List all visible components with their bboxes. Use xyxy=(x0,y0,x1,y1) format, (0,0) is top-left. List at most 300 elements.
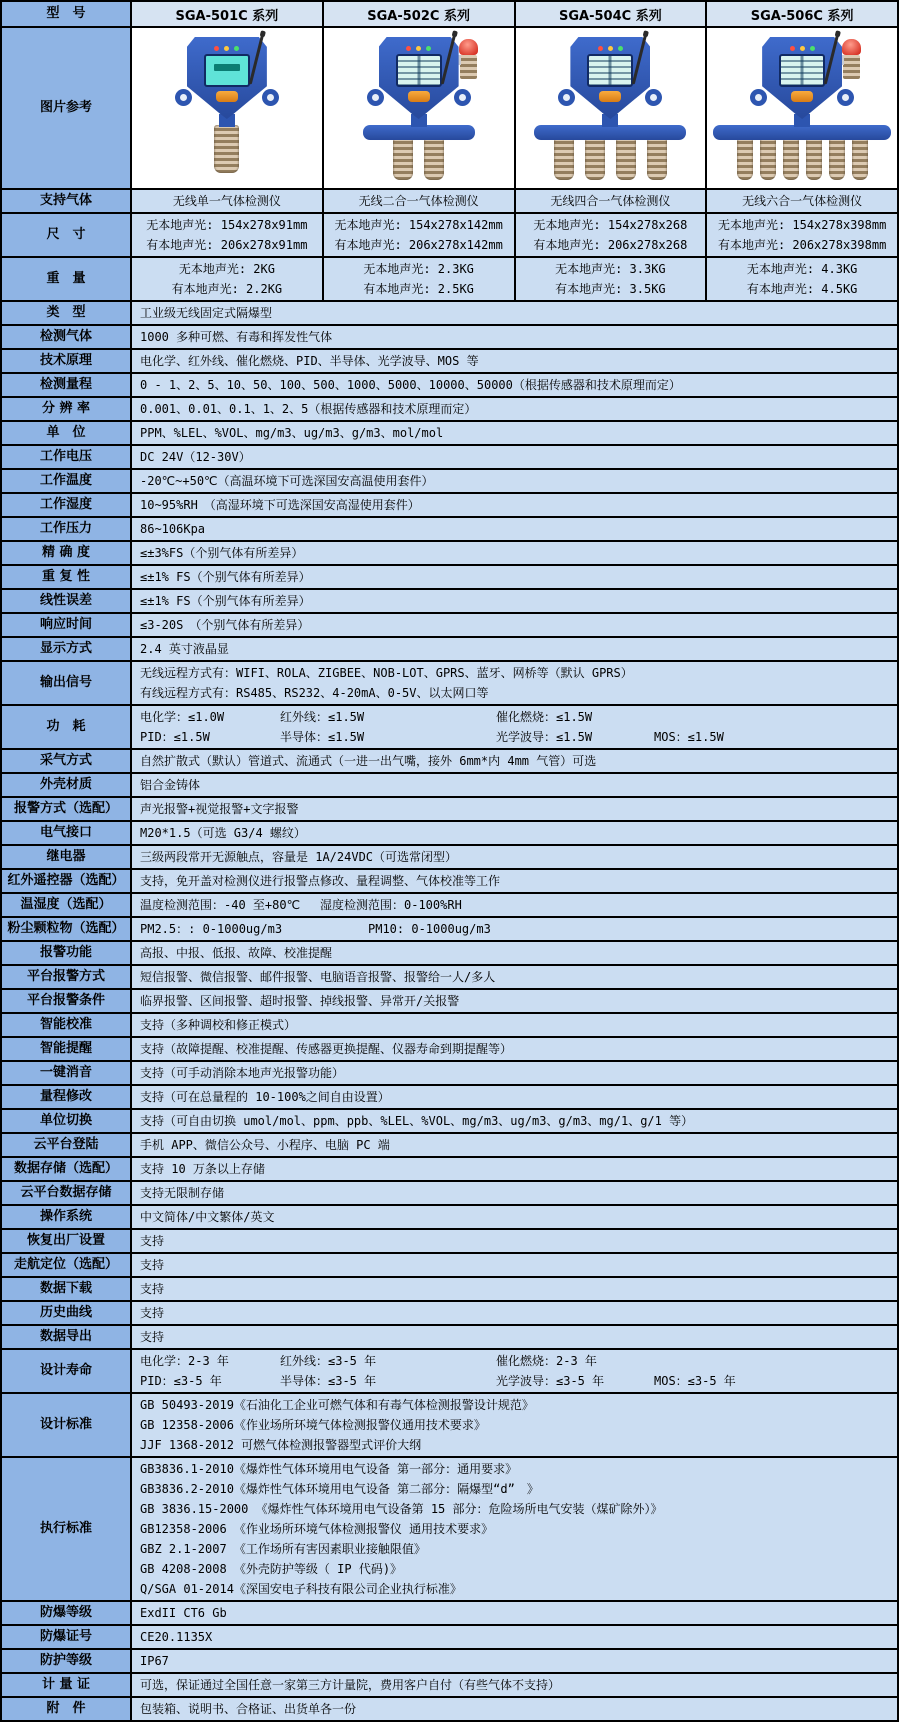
mounting-ear xyxy=(262,89,279,106)
row-label-exproof-grade: 防爆等级 xyxy=(2,1602,132,1624)
image-cell-image-reference-3 xyxy=(707,28,897,188)
row-label-work-humidity: 工作湿度 xyxy=(2,494,132,516)
value-work-pressure xyxy=(132,518,897,540)
row-label-protection-grade: 防护等级 xyxy=(2,1650,132,1672)
value-line: ≤3-20S （个别气体有所差异） xyxy=(140,618,310,632)
cell-line: 有本地声光: 2.2KG xyxy=(171,282,283,296)
row-work-pressure xyxy=(2,518,897,542)
alarm-beacon-icon xyxy=(842,39,861,79)
value-accuracy xyxy=(132,542,897,564)
sensor-cylinder-icon xyxy=(783,138,799,180)
display-screen xyxy=(204,54,250,87)
value-line: GB 50493-2019《石油化工企业可燃气体和有毒气体检测报警设计规范》 xyxy=(140,1398,534,1412)
display-screen xyxy=(587,54,633,87)
row-work-voltage xyxy=(2,446,897,470)
value-segment: 光学波导：≤3-5 年 xyxy=(496,1374,605,1388)
value-exec-standard xyxy=(132,1458,897,1600)
value-segment: PM10: 0-1000ug/m3 xyxy=(368,922,491,936)
value-design-life xyxy=(132,1350,897,1392)
led-g xyxy=(426,46,431,51)
row-label-smart-reminder: 智能提醒 xyxy=(2,1038,132,1060)
cell-line: 无本地声光: 154x278x142mm xyxy=(334,218,503,232)
row-label-history-curve: 历史曲线 xyxy=(2,1302,132,1324)
row-label-detect-range: 检测量程 xyxy=(2,374,132,396)
value-line: 可选，保证通过全国任意一家第三方计量院，费用客户自付（有些气体不支持） xyxy=(140,1678,561,1692)
row-power-consumption xyxy=(2,706,897,750)
value-housing-material xyxy=(132,774,897,796)
value-line: 自然扩散式（默认）管道式、流通式（一进一出气嘴，接外 6mm*内 4mm 气管）可选 xyxy=(140,754,597,768)
row-label-ir-remote: 红外遥控器（选配） xyxy=(2,870,132,892)
row-label-image-reference: 图片参考 xyxy=(2,28,132,188)
value-resolution xyxy=(132,398,897,420)
value-segment: 催化燃烧：≤1.5W xyxy=(496,710,593,724)
row-label-accessories: 附 件 xyxy=(2,1698,132,1720)
value-line: 支持（可手动消除本地声光报警功能） xyxy=(140,1066,345,1080)
row-label-housing-material: 外壳材质 xyxy=(2,774,132,796)
cell-line: 无线六合一气体检测仪 xyxy=(742,194,863,208)
sensor-group xyxy=(393,138,444,180)
value-line: JJF 1368-2012 可燃气体检测报警器型式评价大纲 xyxy=(140,1438,422,1452)
row-model-header xyxy=(2,2,897,28)
value-cloud-data-storage xyxy=(132,1182,897,1204)
sensor-cylinder-icon xyxy=(647,138,667,180)
value-line: 0 - 1、2、5、10、50、100、500、1000、5000、10000、50000（根据传感器和技术原理而定） xyxy=(140,378,681,392)
value-history-curve xyxy=(132,1302,897,1324)
row-label-display-mode: 显示方式 xyxy=(2,638,132,660)
cell-weight-1 xyxy=(324,258,516,300)
mounting-ear xyxy=(750,89,767,106)
value-line: 0.001、0.01、0.1、1、2、5（根据传感器和技术原理而定） xyxy=(140,402,477,416)
value-line: 支持 xyxy=(140,1282,165,1296)
sensor-manifold xyxy=(713,125,891,140)
value-repeatability xyxy=(132,566,897,588)
value-line xyxy=(140,895,889,915)
value-line: GB 12358-2006《作业场所环境气体检测报警仪通用技术要求》 xyxy=(140,1418,486,1432)
value-line: 高报、中报、低报、故障、校准提醒 xyxy=(140,946,333,960)
value-data-storage-opt xyxy=(132,1158,897,1180)
value-protection-grade xyxy=(132,1650,897,1672)
value-design-standard xyxy=(132,1394,897,1456)
value-line: 临界报警、区间报警、超时报警、掉线报警、异常开/关报警 xyxy=(140,994,460,1008)
value-exproof-grade xyxy=(132,1602,897,1624)
cell-weight-2 xyxy=(516,258,708,300)
row-nav-location-opt xyxy=(2,1254,897,1278)
value-output-signal xyxy=(132,662,897,704)
row-output-signal xyxy=(2,662,897,706)
detector-head xyxy=(379,37,459,119)
value-line: 包装箱、说明书、合格证、出货单各一份 xyxy=(140,1702,357,1716)
row-label-response-time: 响应时间 xyxy=(2,614,132,636)
row-work-temp xyxy=(2,470,897,494)
row-label-nav-location-opt: 走航定位（选配） xyxy=(2,1254,132,1276)
row-dust-particle-opt xyxy=(2,918,897,942)
columns-supported-gas xyxy=(132,190,897,212)
value-line: ≤±3%FS（个别气体有所差异） xyxy=(140,546,304,560)
value-segment: 湿度检测范围：0-100%RH xyxy=(320,898,462,912)
row-image-reference xyxy=(2,28,897,190)
cell-line: 无本地声光: 154x278x91mm xyxy=(146,218,308,232)
value-line xyxy=(140,919,889,939)
led-g xyxy=(810,46,815,51)
mounting-ear xyxy=(175,89,192,106)
value-line: -20℃~+50℃（高温环境下可选深国安高温使用套件） xyxy=(140,474,434,488)
cell-line: 无本地声光: 154x278x268 xyxy=(533,218,688,232)
row-label-design-life: 设计寿命 xyxy=(2,1350,132,1392)
cell-supported-gas-3 xyxy=(707,190,897,212)
row-design-life xyxy=(2,1350,897,1394)
row-unit xyxy=(2,422,897,446)
device-button xyxy=(599,91,621,102)
value-relay xyxy=(132,846,897,868)
value-work-temp xyxy=(132,470,897,492)
row-tech-principle xyxy=(2,350,897,374)
led-y xyxy=(800,46,805,51)
value-line: PPM、%LEL、%VOL、mg/m3、ug/m3、g/m3、mol/mol xyxy=(140,426,444,440)
cell-line: 有本地声光: 206x278x91mm xyxy=(146,238,308,252)
row-label-resolution: 分 辨 率 xyxy=(2,398,132,420)
mounting-ear xyxy=(558,89,575,106)
row-label-exec-standard: 执行标准 xyxy=(2,1458,132,1600)
row-alarm-functions xyxy=(2,942,897,966)
image-cell-image-reference-0 xyxy=(132,28,324,188)
alarm-beacon-icon xyxy=(459,39,478,79)
status-leds-icon xyxy=(598,46,623,51)
led-y xyxy=(608,46,613,51)
value-nav-location-opt xyxy=(132,1254,897,1276)
value-smart-reminder xyxy=(132,1038,897,1060)
value-line: ExdII CT6 Gb xyxy=(140,1606,227,1620)
image-cell-image-reference-2 xyxy=(516,28,708,188)
value-unit xyxy=(132,422,897,444)
row-label-os: 操作系统 xyxy=(2,1206,132,1228)
value-work-humidity xyxy=(132,494,897,516)
value-line xyxy=(140,727,889,747)
sensor-cylinder-icon xyxy=(616,138,636,180)
row-protection-grade xyxy=(2,1650,897,1674)
row-os xyxy=(2,1206,897,1230)
row-accuracy xyxy=(2,542,897,566)
beacon-dome xyxy=(459,39,478,55)
row-exec-standard xyxy=(2,1458,897,1602)
detector-head xyxy=(570,37,650,119)
beacon-dome xyxy=(842,39,861,55)
value-line: Q/SGA 01-2014《深国安电子科技有限公司企业执行标准》 xyxy=(140,1582,462,1596)
value-ir-remote xyxy=(132,870,897,892)
cell-line: 有本地声光: 206x278x268 xyxy=(533,238,688,252)
value-line: 支持（多种调校和修正模式） xyxy=(140,1018,297,1032)
cell-line: 无本地声光: 4.3KG xyxy=(746,262,858,276)
value-response-time xyxy=(132,614,897,636)
row-label-type: 类 型 xyxy=(2,302,132,324)
row-label-supported-gas: 支持气体 xyxy=(2,190,132,212)
value-segment: MOS：≤1.5W xyxy=(654,730,724,744)
led-g xyxy=(618,46,623,51)
row-label-alarm-mode: 报警方式（选配） xyxy=(2,798,132,820)
sensor-group xyxy=(554,138,667,180)
led-y xyxy=(224,46,229,51)
value-alarm-mode xyxy=(132,798,897,820)
row-label-data-storage-opt: 数据存储（选配） xyxy=(2,1158,132,1180)
value-line: GB 4208-2008 《外壳防护等级（ IP 代码)》 xyxy=(140,1562,403,1576)
value-line: 支持 xyxy=(140,1330,165,1344)
columns-weight xyxy=(132,258,897,300)
value-segment: 半导体：≤1.5W xyxy=(280,730,365,744)
cell-supported-gas-0 xyxy=(132,190,324,212)
row-label-sampling-mode: 采气方式 xyxy=(2,750,132,772)
row-label-data-export: 数据导出 xyxy=(2,1326,132,1348)
value-line xyxy=(140,707,889,727)
row-label-output-signal: 输出信号 xyxy=(2,662,132,704)
row-label-work-pressure: 工作压力 xyxy=(2,518,132,540)
sensor-cylinder-icon xyxy=(852,138,868,180)
row-label-unit: 单 位 xyxy=(2,422,132,444)
sensor-cylinder-icon xyxy=(585,138,605,180)
sensor-cylinder-icon xyxy=(829,138,845,180)
columns-image-reference xyxy=(132,28,897,188)
sensor-cylinder-icon xyxy=(393,138,413,180)
display-screen xyxy=(396,54,442,87)
row-unit-switch xyxy=(2,1110,897,1134)
row-response-time xyxy=(2,614,897,638)
value-linearity-error xyxy=(132,590,897,612)
row-label-smart-calibration: 智能校准 xyxy=(2,1014,132,1036)
row-housing-material xyxy=(2,774,897,798)
beacon-base xyxy=(843,55,860,79)
row-resolution xyxy=(2,398,897,422)
status-leds-icon xyxy=(790,46,815,51)
value-dust-particle-opt xyxy=(132,918,897,940)
mounting-ear xyxy=(837,89,854,106)
row-history-curve xyxy=(2,1302,897,1326)
value-line: GB 3836.15-2000 《爆炸性气体环境用电气设备第 15 部分：危险场所电气安装（煤矿除外）》 xyxy=(140,1502,663,1516)
sensor-manifold xyxy=(363,125,475,140)
value-line: 短信报警、微信报警、邮件报警、电脑语音报警、报警给一人/多人 xyxy=(140,970,496,984)
value-line: 支持无限制存储 xyxy=(140,1186,225,1200)
status-leds-icon xyxy=(214,46,239,51)
value-electrical-port xyxy=(132,822,897,844)
value-line: 10~95%RH （高湿环境下可选深国安高湿使用套件） xyxy=(140,498,420,512)
value-line: 支持 xyxy=(140,1234,165,1248)
value-line: 支持 xyxy=(140,1306,165,1320)
value-smart-calibration xyxy=(132,1014,897,1036)
detector-head xyxy=(762,37,842,119)
value-one-key-mute xyxy=(132,1062,897,1084)
value-line xyxy=(140,1351,889,1371)
row-detected-gas xyxy=(2,326,897,350)
value-line: 支持（故障提醒、校准提醒、传感器更换提醒、仪器寿命到期提醒等） xyxy=(140,1042,513,1056)
cell-line: 有本地声光: 206x278x142mm xyxy=(334,238,503,252)
cell-weight-3 xyxy=(707,258,897,300)
cell-model-header-0: SGA-501C 系列 xyxy=(132,2,324,26)
value-detected-gas xyxy=(132,326,897,348)
row-repeatability xyxy=(2,566,897,590)
row-label-temp-humidity-opt: 温湿度（选配） xyxy=(2,894,132,916)
row-alarm-mode xyxy=(2,798,897,822)
row-smart-reminder xyxy=(2,1038,897,1062)
value-sampling-mode xyxy=(132,750,897,772)
row-cloud-login xyxy=(2,1134,897,1158)
cell-line: 有本地声光: 2.5KG xyxy=(363,282,474,296)
value-line: 电化学、红外线、催化燃烧、PID、半导体、光学波导、MOS 等 xyxy=(140,354,479,368)
row-label-relay: 继电器 xyxy=(2,846,132,868)
row-label-range-modify: 量程修改 xyxy=(2,1086,132,1108)
row-exproof-cert xyxy=(2,1626,897,1650)
value-display-mode xyxy=(132,638,897,660)
led-r xyxy=(406,46,411,51)
value-segment: 温度检测范围：-40 至+80℃ xyxy=(140,898,301,912)
cell-line: 无线二合一气体检测仪 xyxy=(358,194,479,208)
product-image xyxy=(709,29,895,185)
row-cloud-data-storage xyxy=(2,1182,897,1206)
led-r xyxy=(790,46,795,51)
value-temp-humidity-opt xyxy=(132,894,897,916)
row-one-key-mute xyxy=(2,1062,897,1086)
row-label-model-header: 型 号 xyxy=(2,2,132,26)
value-line: GB12358-2006 《作业场所环境气体检测报警仪 通用技术要求》 xyxy=(140,1522,494,1536)
row-dimensions xyxy=(2,214,897,258)
value-segment: 电化学：≤1.0W xyxy=(140,710,225,724)
value-alarm-functions xyxy=(132,942,897,964)
row-label-platform-alarm-mode: 平台报警方式 xyxy=(2,966,132,988)
value-line: DC 24V（12-30V） xyxy=(140,450,251,464)
value-line: 三级两段常开无源触点，容量是 1A/24VDC（可选常闭型） xyxy=(140,850,458,864)
sensor-cylinder-icon xyxy=(554,138,574,180)
row-temp-humidity-opt xyxy=(2,894,897,918)
value-line: 无线远程方式有：WIFI、ROLA、ZIGBEE、NOB-LOT、GPRS、蓝牙、网桥等（默认 GPRS） xyxy=(140,666,633,680)
sensor-manifold xyxy=(534,125,686,140)
cell-model-header-3: SGA-506C 系列 xyxy=(750,8,854,24)
value-line: 支持，免开盖对检测仪进行报警点修改、量程调整、气体校准等工作 xyxy=(140,874,501,888)
product-image xyxy=(134,29,320,185)
cell-line: 无线单一气体检测仪 xyxy=(172,194,281,208)
row-weight xyxy=(2,258,897,302)
value-power-consumption xyxy=(132,706,897,748)
value-line: 声光报警+视觉报警+文字报警 xyxy=(140,802,299,816)
row-label-factory-reset: 恢复出厂设置 xyxy=(2,1230,132,1252)
row-work-humidity xyxy=(2,494,897,518)
cell-dimensions-2 xyxy=(516,214,708,256)
value-unit-switch xyxy=(132,1110,897,1132)
value-line: 86~106Kpa xyxy=(140,522,206,536)
value-line: 支持（可在总量程的 10-100%之间自由设置） xyxy=(140,1090,390,1104)
row-platform-alarm-mode xyxy=(2,966,897,990)
value-line: 中文简体/中文繁体/英文 xyxy=(140,1210,275,1224)
row-design-standard xyxy=(2,1394,897,1458)
row-display-mode xyxy=(2,638,897,662)
value-line: GBZ 2.1-2007 《工作场所有害因素职业接触限值》 xyxy=(140,1542,426,1556)
row-label-metering-cert: 计 量 证 xyxy=(2,1674,132,1696)
value-line: 有线远程方式有：RS485、RS232、4-20mA、0-5V、以太网口等 xyxy=(140,686,489,700)
row-label-dimensions: 尺 寸 xyxy=(2,214,132,256)
value-data-export xyxy=(132,1326,897,1348)
cell-line: 有本地声光: 3.5KG xyxy=(555,282,666,296)
row-label-alarm-functions: 报警功能 xyxy=(2,942,132,964)
value-factory-reset xyxy=(132,1230,897,1252)
mounting-ear xyxy=(645,89,662,106)
value-line: IP67 xyxy=(140,1654,169,1668)
row-label-exproof-cert: 防爆证号 xyxy=(2,1626,132,1648)
beacon-base xyxy=(460,55,477,79)
columns-dimensions xyxy=(132,214,897,256)
sensor-cylinder-icon xyxy=(214,125,239,173)
led-y xyxy=(416,46,421,51)
sensor-group xyxy=(737,138,868,180)
value-tech-principle xyxy=(132,350,897,372)
value-segment: PID：≤1.5W xyxy=(140,730,210,744)
row-label-work-temp: 工作温度 xyxy=(2,470,132,492)
cell-line: 无本地声光: 2KG xyxy=(178,262,275,276)
value-line: 工业级无线固定式隔爆型 xyxy=(140,306,273,320)
device-button xyxy=(791,91,813,102)
value-segment: 半导体：≤3-5 年 xyxy=(280,1374,377,1388)
status-leds-icon xyxy=(406,46,431,51)
value-segment: 光学波导：≤1.5W xyxy=(496,730,593,744)
sensor-cylinder-icon xyxy=(737,138,753,180)
value-line: 支持 10 万条以上存储 xyxy=(140,1162,265,1176)
value-line: M20*1.5（可选 G3/4 螺纹） xyxy=(140,826,306,840)
cell-line: 无本地声光: 3.3KG xyxy=(555,262,666,276)
row-label-electrical-port: 电气接口 xyxy=(2,822,132,844)
value-segment: 催化燃烧：2-3 年 xyxy=(496,1354,597,1368)
value-segment: 红外线：≤3-5 年 xyxy=(280,1354,377,1368)
value-line xyxy=(140,1371,889,1391)
product-image xyxy=(517,29,703,185)
value-accessories xyxy=(132,1698,897,1720)
sensor-group xyxy=(214,125,239,173)
row-type xyxy=(2,302,897,326)
value-line: 铝合金铸体 xyxy=(140,778,201,792)
cell-line: 无本地声光: 2.3KG xyxy=(363,262,474,276)
cell-dimensions-1 xyxy=(324,214,516,256)
value-line: 支持（可自由切换 umol/mol、ppm、ppb、%LEL、%VOL、mg/m3、ug/m3、g/m3、mg/1、g/1 等） xyxy=(140,1114,694,1128)
cell-line: 有本地声光: 206x278x398mm xyxy=(717,238,887,252)
sensor-cylinder-icon xyxy=(424,138,444,180)
value-line: ≤±1% FS（个别气体有所差异） xyxy=(140,594,311,608)
value-line: 支持 xyxy=(140,1258,165,1272)
value-line: GB3836.2-2010《爆炸性气体环境用电气设备 第二部分：隔爆型“d” 》 xyxy=(140,1482,539,1496)
row-label-repeatability: 重 复 性 xyxy=(2,566,132,588)
row-ir-remote xyxy=(2,870,897,894)
value-line: 2.4 英寸液晶显 xyxy=(140,642,229,656)
row-factory-reset xyxy=(2,1230,897,1254)
row-label-weight: 重 量 xyxy=(2,258,132,300)
row-range-modify xyxy=(2,1086,897,1110)
display-screen xyxy=(779,54,825,87)
value-platform-alarm-mode xyxy=(132,966,897,988)
row-label-dust-particle-opt: 粉尘颗粒物（选配） xyxy=(2,918,132,940)
row-label-unit-switch: 单位切换 xyxy=(2,1110,132,1132)
value-line: GB3836.1-2010《爆炸性气体环境用电气设备 第一部分：通用要求》 xyxy=(140,1462,518,1476)
row-label-platform-alarm-cond: 平台报警条件 xyxy=(2,990,132,1012)
value-platform-alarm-cond xyxy=(132,990,897,1012)
value-segment: PID：≤3-5 年 xyxy=(140,1374,222,1388)
value-range-modify xyxy=(132,1086,897,1108)
value-line: 1000 多种可燃、有毒和挥发性气体 xyxy=(140,330,333,344)
row-label-tech-principle: 技术原理 xyxy=(2,350,132,372)
row-label-data-download: 数据下载 xyxy=(2,1278,132,1300)
cell-supported-gas-2 xyxy=(516,190,708,212)
value-exproof-cert xyxy=(132,1626,897,1648)
cell-dimensions-0 xyxy=(132,214,324,256)
cell-weight-0 xyxy=(132,258,324,300)
value-segment: PM2.5：: 0-1000ug/m3 xyxy=(140,922,283,936)
value-line: ≤±1% FS（个别气体有所差异） xyxy=(140,570,311,584)
row-label-cloud-login: 云平台登陆 xyxy=(2,1134,132,1156)
cell-model-header-1: SGA-502C 系列 xyxy=(324,2,516,26)
row-data-download xyxy=(2,1278,897,1302)
led-r xyxy=(214,46,219,51)
device-button xyxy=(408,91,430,102)
